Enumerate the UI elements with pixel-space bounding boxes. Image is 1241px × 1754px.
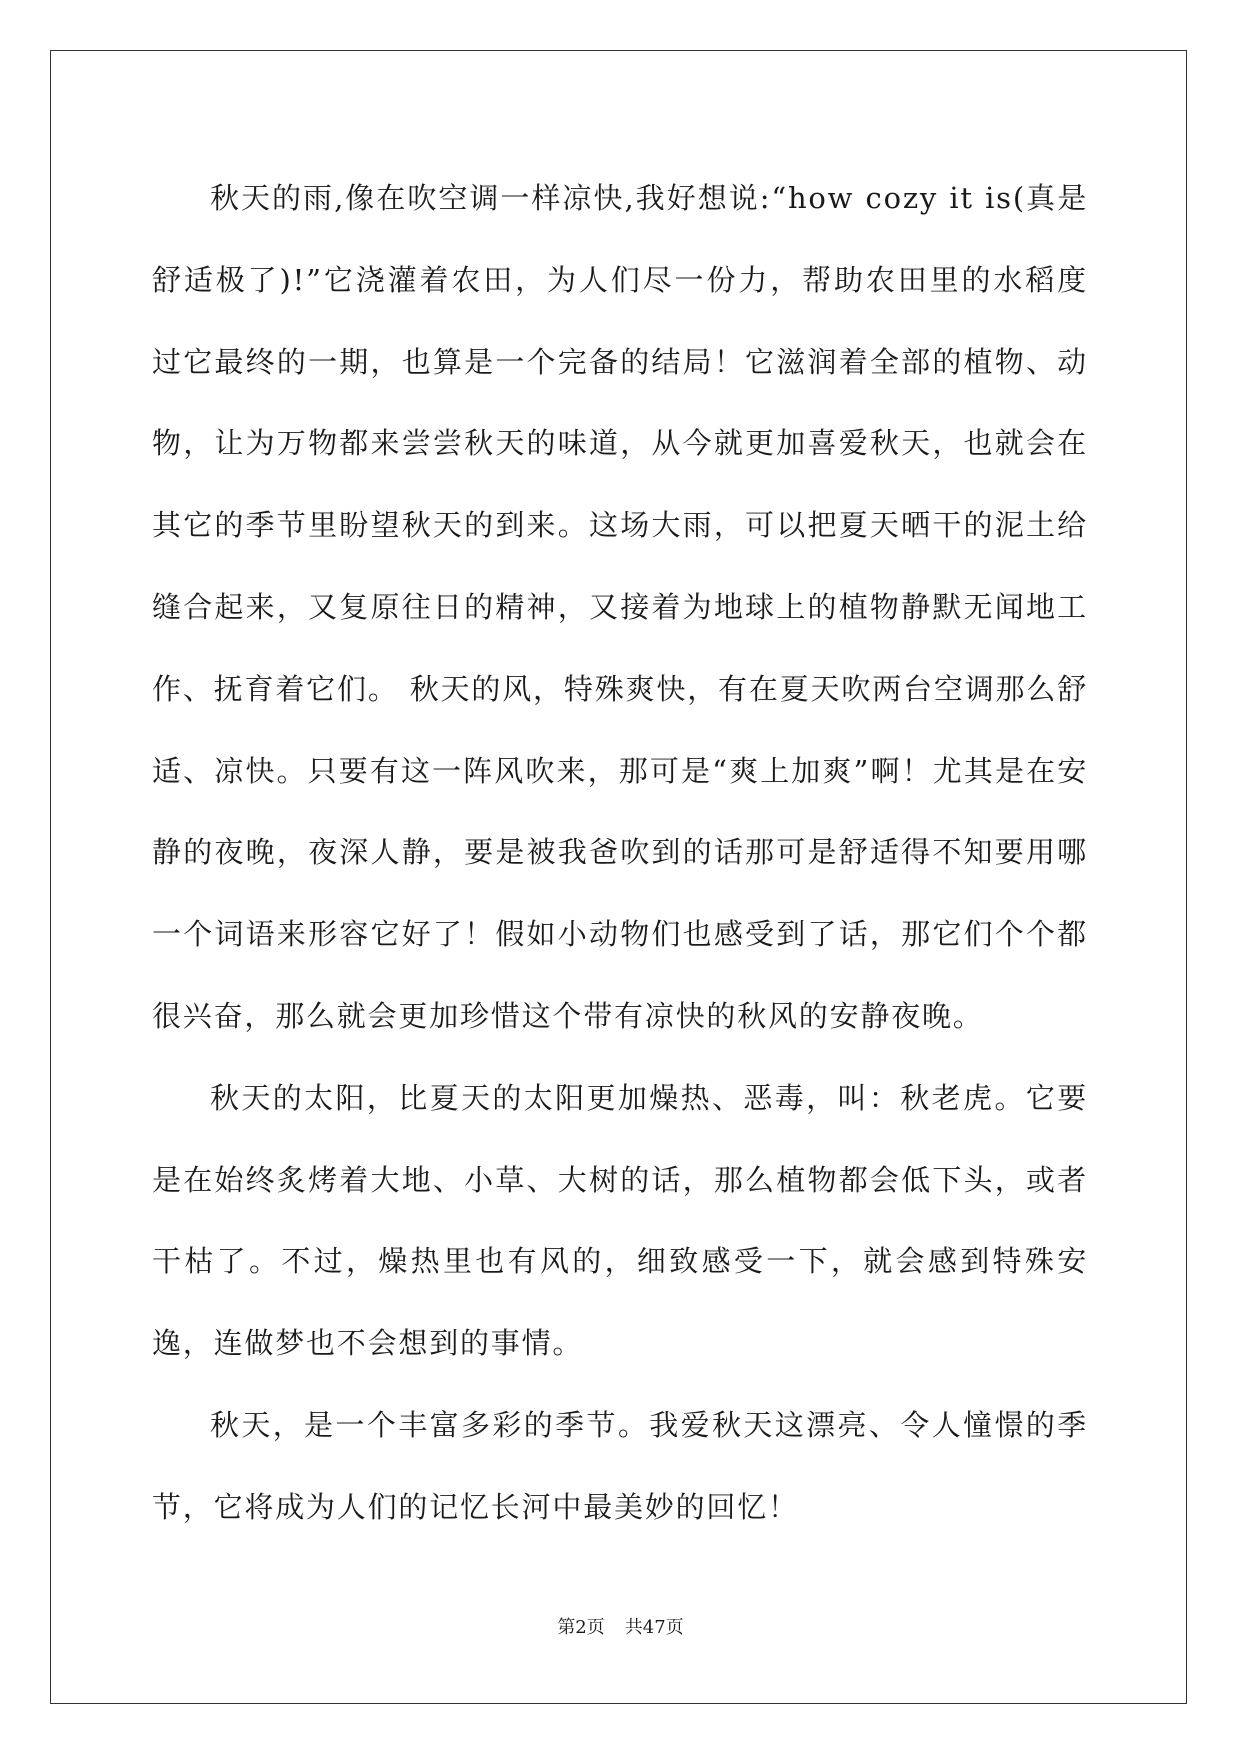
paragraph-conclusion: 秋天，是一个丰富多彩的季节。我爱秋天这漂亮、令人憧憬的季节，它将成为人们的记忆长河中最美妙的回忆！ <box>152 1407 1088 1524</box>
paragraph-rain-and-wind: 秋天的雨,像在吹空调一样凉快,我好想说:“how cozy it is(真是舒适极了)!”它浇灌着农田，为人们尽一份力，帮助农田里的水稻度过它最终的一期，也算是一个完备的结局！它滋润着全部的植物、动物，让为万物都来尝尝秋天的味道，从今就更加喜爱秋天，也就会在其它的季节里盼望秋天的到来。这场大雨，可以把夏天晒干的泥土给缝合起来，又复原往日的精神，又接着为地球上的植物静默无闻地工作、抚育着它们。 秋天的风，特殊爽快，有在夏天吹两台空调那么舒适、凉快。只要有这一阵风吹来，那可是“爽上加爽”啊！尤其是在安静的夜晚，夜深人静，要是被我爸吹到的话那可是舒适得不知要用哪一个词语来形容它好了！假如小动物们也感受到了话，那它们个个都很兴奋，那么就会更加珍惜这个带有凉快的秋风的安静夜晚。 <box>152 181 1088 1033</box>
page-number-current: 第2页 <box>557 1617 605 1638</box>
page-footer <box>0 1613 1241 1639</box>
document-body <box>152 158 1088 1549</box>
paragraph-autumn-sun: 秋天的太阳，比夏天的太阳更加燥热、恶毒，叫：秋老虎。它要是在始终炙烤着大地、小草、大树的话，那么植物都会低下头，或者干枯了。不过，燥热里也有风的，细致感受一下，就会感到特殊安逸，连做梦也不会想到的事情。 <box>152 1080 1088 1361</box>
page-number-total: 共47页 <box>624 1617 684 1638</box>
